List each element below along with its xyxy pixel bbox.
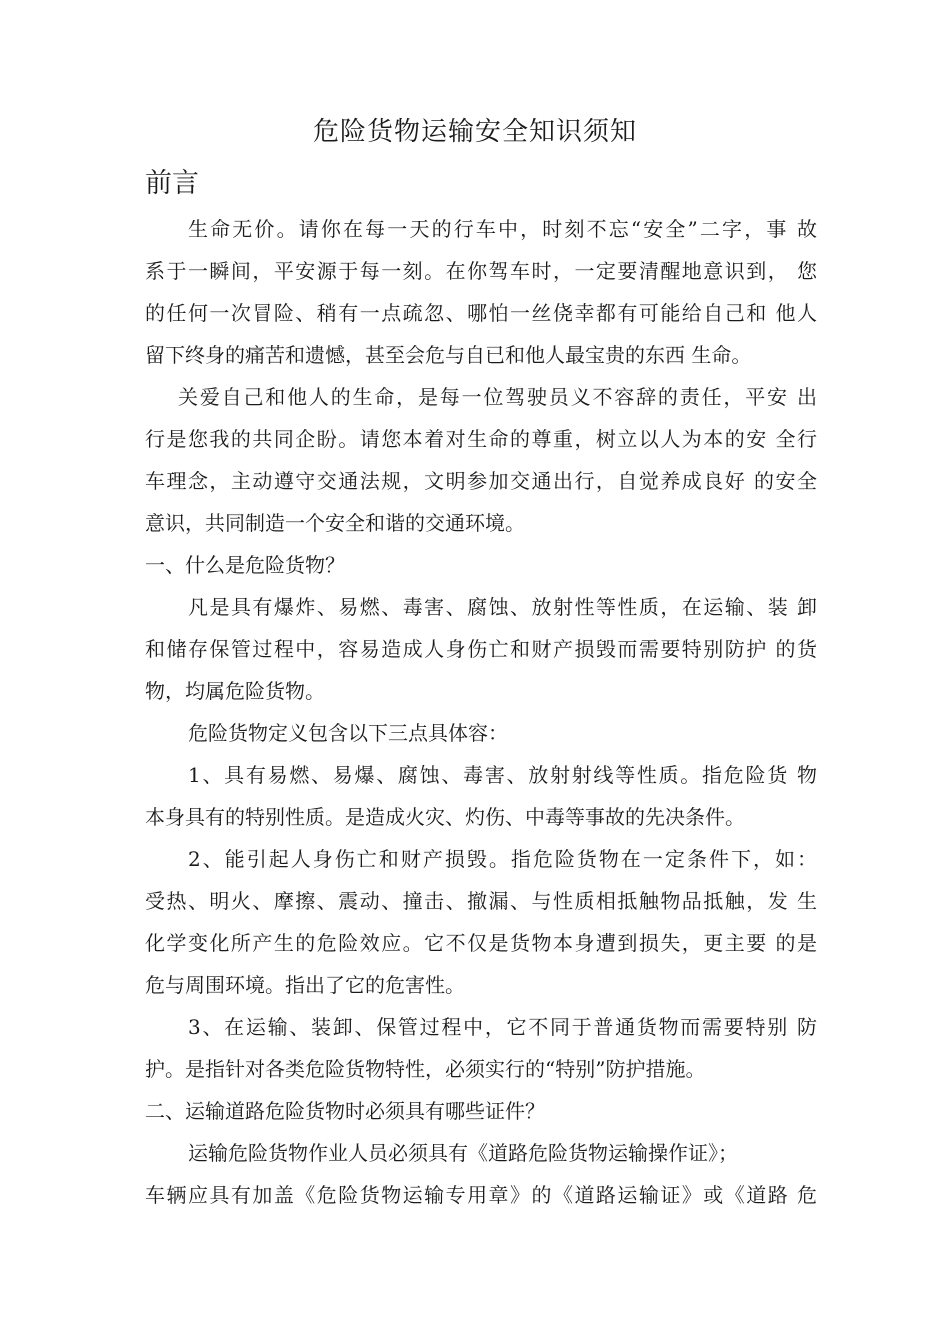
text-line: 1、具有易燃、易爆、腐蚀、毒害、放射射线等性质。指危险货 物 [188,763,817,787]
text-line: 化学变化所产生的危险效应。它不仅是货物本身遭到损失，更主要 的是 [145,931,817,955]
text-line: 2、能引起人身伤亡和财产损毁。指危险货物在一定条件下，如： [188,847,817,871]
text-line: 生命无价。请你在每一天的行车中，时刻不忘“安全”二字，事 故 [188,217,817,241]
section-heading-preface: 前言 [145,168,199,199]
text-line: 受热、明火、摩擦、震动、撞击、撤漏、与性质相抵触物品抵触，发 生 [145,889,817,913]
text-line: 凡是具有爆炸、易燃、毒害、腐蚀、放射性等性质，在运输、装 卸 [188,595,817,619]
text-line: 危险货物定义包含以下三点具体容： [188,721,508,745]
text-line: 本身具有的特别性质。是造成火灾、灼伤、中毒等事故的先决条件。 [145,805,745,829]
text-line: 护。是指针对各类危险货物特性，必须实行的“特别”防护措施。 [145,1057,706,1081]
text-line: 和储存保管过程中，容易造成人身伤亡和财产损毁而需要特别防护 的货 [145,637,817,661]
text-line: 的任何一次冒险、稍有一点疏忽、哪怕一丝侥幸都有可能给自己和 他人 [145,301,817,325]
text-line: 运输危险货物作业人员必须具有《道路危险货物运输操作证》； [188,1141,738,1165]
text-line: 3、在运输、装卸、保管过程中，它不同于普通货物而需要特别 防 [188,1015,817,1039]
text-line: 系于一瞬间，平安源于每一刻。在你驾车时，一定要清醒地意识到， 您 [145,259,817,283]
section-heading: 二、运输道路危险货物时必须具有哪些证件？ [145,1099,545,1123]
text-line: 车理念，主动遵守交通法规，文明参加交通出行，自觉养成良好 的安全 [145,469,817,493]
section-heading: 一、什么是危险货物？ [145,553,345,577]
text-line: 意识，共同制造一个安全和谐的交通环境。 [145,511,525,535]
text-line: 留下终身的痛苦和遗憾，甚至会危与自已和他人最宝贵的东西 生命。 [145,343,752,367]
text-line: 物，均属危险货物。 [145,679,325,703]
text-line: 危与周围环境。指出了它的危害性。 [145,973,465,997]
text-line: 车辆应具有加盖《危险货物运输专用章》的《道路运输证》或《道路 危 [145,1183,817,1207]
text-line: 关爱自己和他人的生命，是每一位驾驶员义不容辞的责任，平安 出 [178,385,817,409]
document-title: 危险货物运输安全知识须知 [312,117,637,147]
text-line: 行是您我的共同企盼。请您本着对生命的尊重，树立以人为本的安 全行 [145,427,817,451]
